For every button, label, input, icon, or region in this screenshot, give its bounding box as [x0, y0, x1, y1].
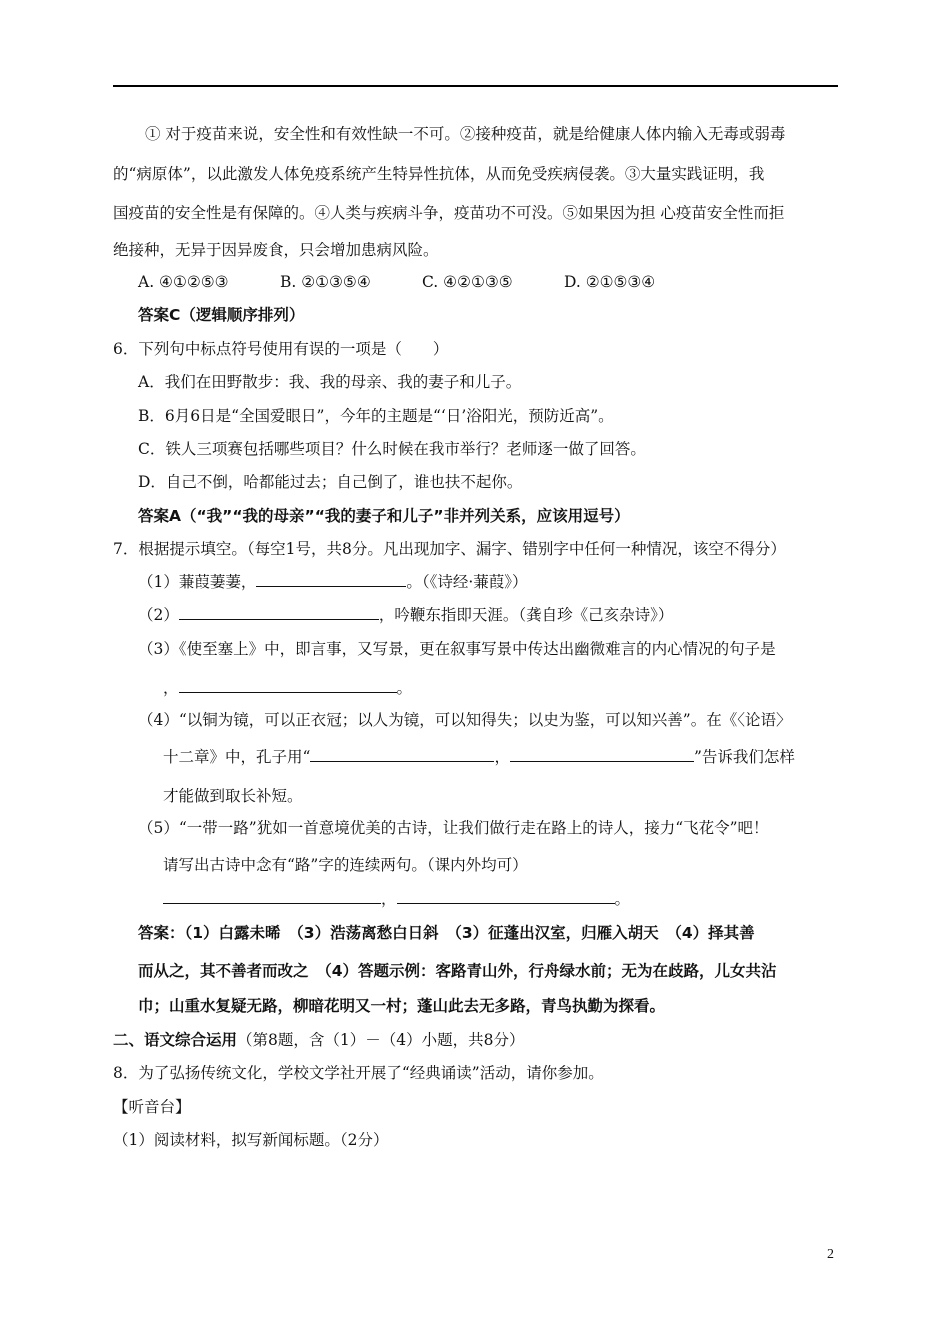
q7-stem: 7．根据提示填空。（每空1号，共8分。凡出现加字、漏字、错别字中任何一种情况，该空不得分）	[113, 540, 786, 558]
answer-blank[interactable]	[179, 605, 379, 620]
q7-item-4-line3: 才能做到取长补短。	[163, 787, 303, 805]
q7-item-5-line3	[163, 889, 630, 909]
q6-stem: 6．下列句中标点符号使用有误的一项是（ ）	[113, 340, 449, 358]
q7-item-1-suffix: 。（《诗经·蒹葭》）	[406, 573, 528, 591]
q5-option-a: A. ④①②⑤③	[138, 273, 229, 291]
q5-option-c: C. ④②①③⑤	[422, 273, 513, 291]
q8-stem: 8．为了弘扬传统文化，学校文学社开展了“经典诵读”活动，请你参加。	[113, 1064, 604, 1082]
q5-option-d: D. ②①⑤③④	[564, 273, 656, 291]
q7-item-4-suffix: ”告诉我们怎样	[693, 748, 795, 766]
q7-item-1	[138, 572, 528, 592]
q7-item-3-prefix: ，	[163, 679, 179, 697]
q6-option-c: C．铁人三项赛包括哪些项目？什么时候在我市举行？老师逐一做了回答。	[138, 440, 646, 458]
answer-blank[interactable]	[397, 889, 615, 904]
answer-blank[interactable]	[256, 572, 406, 587]
q7-item-4-mid: ，	[494, 748, 510, 766]
answer-blank[interactable]	[310, 747, 494, 762]
q6-option-a: A．我们在田野散步：我、我的母亲、我的妻子和儿子。	[138, 373, 522, 391]
passage-line-1: ① 对于疫苗来说，安全性和有效性缺一不可。②接种疫苗，就是给健康人体内输入无毒或弱毒	[145, 125, 786, 143]
q5-option-b: B. ②①③⑤④	[280, 273, 371, 291]
q7-item-3-suffix: 。	[396, 679, 413, 697]
q7-answer-line1: 答案：（1）白露未晞 （3）浩荡离愁白日斜 （3）征蓬出汉室，归雁入胡天 （4）择其善	[138, 924, 755, 942]
answer-blank[interactable]	[163, 889, 381, 904]
q7-item-1-prefix: （1）蒹葭萋萋，	[138, 573, 257, 591]
q7-item-3-line2	[163, 678, 412, 698]
q6-answer: 答案A（“我”“我的母亲”“我的妻子和儿子”非并列关系，应该用逗号）	[138, 507, 630, 525]
passage-line-2: 的“病原体”，以此激发人体免疫系统产生特异性抗体，从而免受疾病侵袭。③大量实践证明，我	[113, 165, 765, 183]
answer-blank[interactable]	[510, 747, 694, 762]
q6-option-b: B．6月6日是“全国爱眼日”，今年的主题是“‘日’浴阳光，预防近高”。	[138, 407, 614, 425]
section-2-heading: 二、语文综合运用	[113, 1031, 238, 1049]
section-2-heading-line	[113, 1030, 524, 1050]
page-number: 2	[827, 1247, 834, 1262]
q7-answer-line2: 而从之，其不善者而改之 （4）答题示例：客路青山外，行舟绿水前；无为在歧路，儿女共沾	[138, 962, 777, 980]
q7-item-2-suffix: ，吟鞭东指即天涯。（龚自珍《己亥杂诗》）	[378, 606, 674, 624]
q7-item-4-line2	[163, 747, 795, 767]
header-rule	[113, 85, 838, 87]
q7-item-5-line1: （5）“一带一路”犹如一首意境优美的古诗，让我们做行走在路上的诗人，接力“飞花令”吧！	[138, 819, 769, 837]
q7-item-5-line2: 请写出古诗中念有“路”字的连续两句。（课内外均可）	[163, 856, 528, 874]
q7-item-2	[138, 605, 673, 625]
q5-answer: 答案C（逻辑顺序排列）	[138, 306, 305, 324]
q7-item-3-line1: （3）《使至塞上》中，即言事，又写景，更在叙事写景中传达出幽微难言的内心情况的句子是	[138, 640, 776, 658]
q7-item-2-prefix: （2）	[138, 606, 179, 624]
q7-item-4-prefix: 十二章》中，孔子用“	[163, 748, 311, 766]
section-2-note: （第8题，含（1）－（4）小题，共8分）	[237, 1031, 525, 1049]
q7-answer-line3: 巾；山重水复疑无路，柳暗花明又一村；蓬山此去无多路，青鸟执勤为探看。	[138, 997, 666, 1015]
q8-sub-heading: 【听音台】	[113, 1098, 191, 1116]
answer-blank[interactable]	[179, 678, 397, 693]
q8-part-1: （1）阅读材料，拟写新闻标题。（2分）	[113, 1131, 389, 1149]
passage-line-3: 国疫苗的安全性是有保障的。④人类与疾病斗争，疫苗功不可没。⑤如果因为担 心疫苗安全性而拒	[113, 204, 785, 222]
passage-line-4: 绝接种，无异于因异废食，只会增加患病风险。	[113, 241, 439, 259]
q6-option-d: D．自己不倒，哈都能过去；自己倒了，谁也扶不起你。	[138, 473, 523, 491]
q7-item-5-suffix: 。	[614, 890, 631, 908]
q7-item-5-mid: ，	[381, 890, 397, 908]
q7-item-4-line1: （4）“以铜为镜，可以正衣冠；以人为镜，可以知得失；以史为鉴，可以知兴善”。在《〈论语〉	[138, 711, 792, 729]
